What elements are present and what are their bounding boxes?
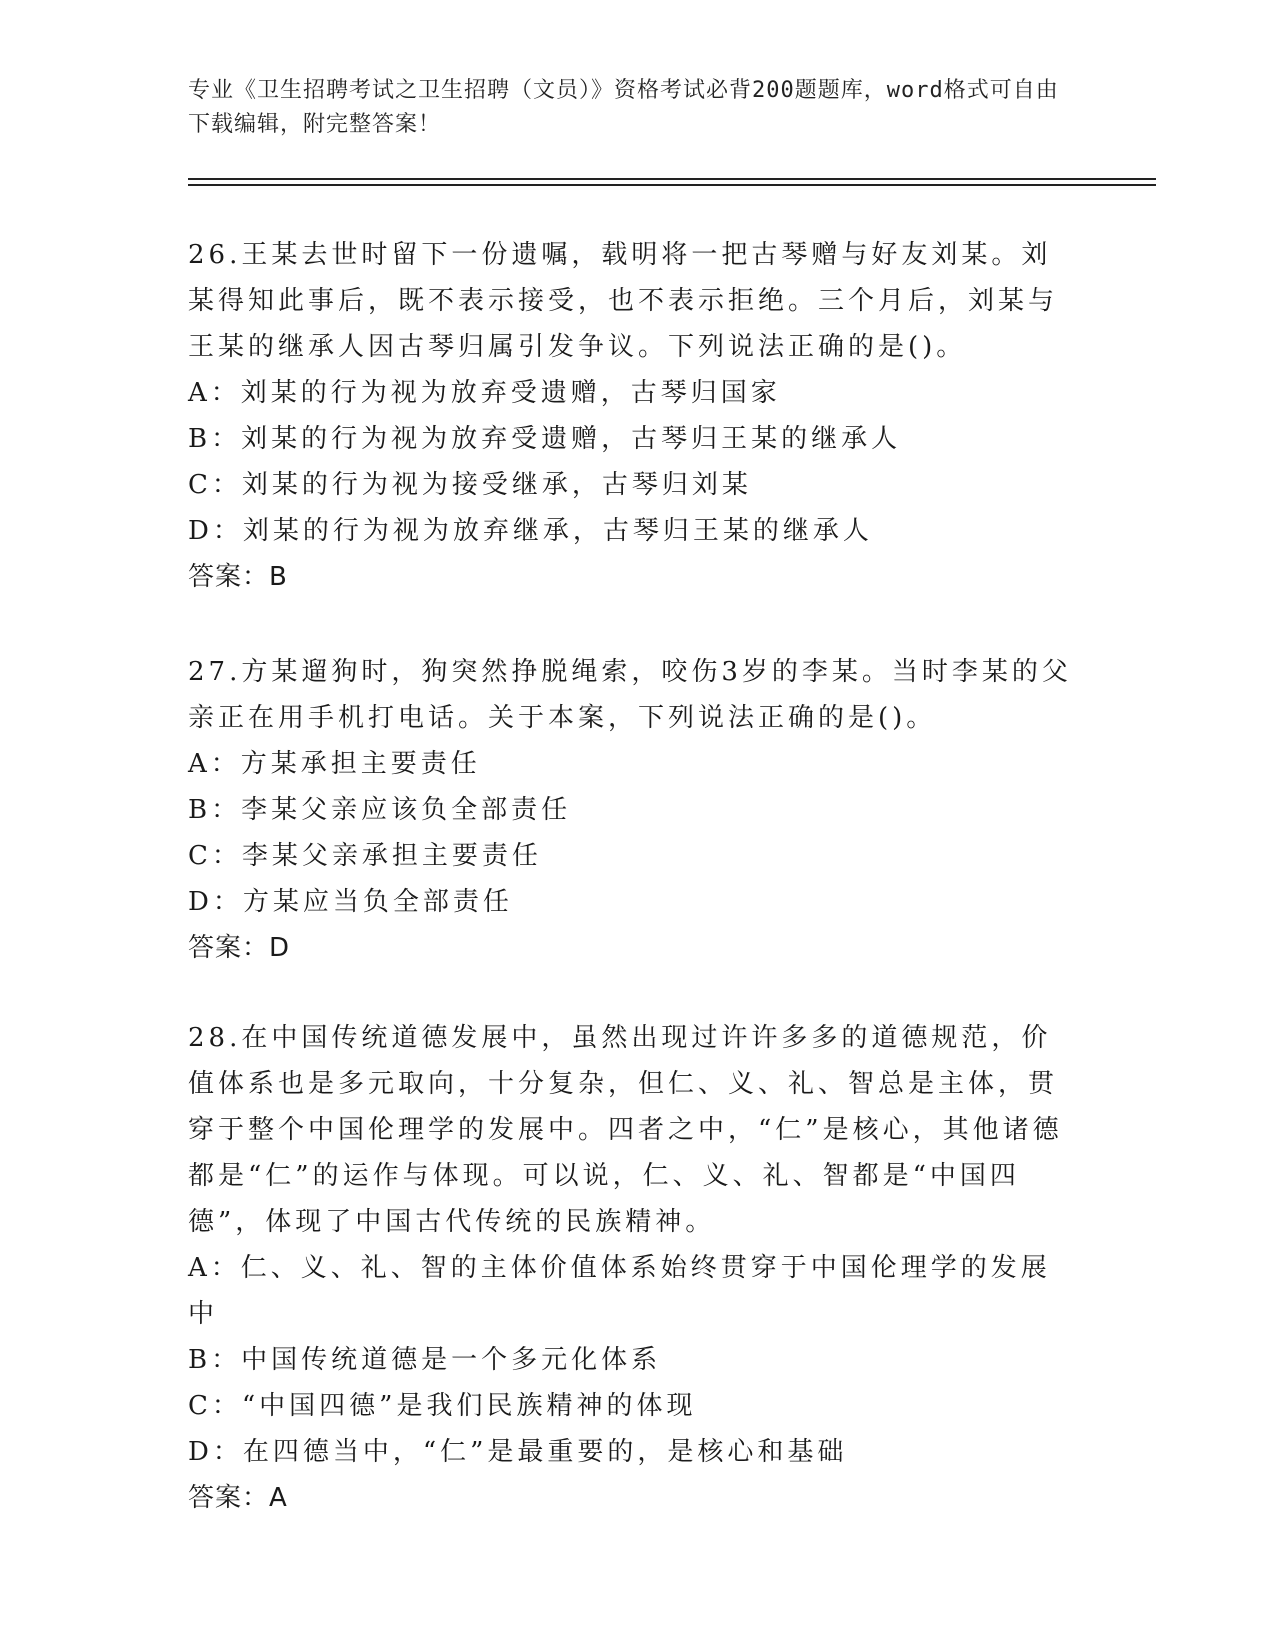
option-d: D：刘某的行为视为放弃继承，古琴归王某的继承人 [188,516,873,546]
option-d: D：方某应当负全部责任 [188,887,513,917]
option-c: C：“中国四德”是我们民族精神的体现 [188,1391,697,1421]
question-stem: 28.在中国传统道德发展中，虽然出现过许许多多的道德规范，价值体系也是多元取向，十分复杂，但仁、义、礼、智总是主体，贯穿于整个中国伦理学的发展中。四者之中，“仁”是核心，其他诸德都是“仁”的运作与体现。可以说，仁、义、礼、智都是“中国四德”，体现了中国古代传统的民族精神。 [188,1023,1063,1237]
option-a: A：方某承担主要责任 [188,749,481,779]
answer: 答案：A [188,1483,288,1513]
question-stem: 26.王某去世时留下一份遗嘱，载明将一把古琴赠与好友刘某。刘某得知此事后，既不表示接受，也不表示拒绝。三个月后，刘某与王某的继承人因古琴归属引发争议。下列说法正确的是()。 [188,240,1059,362]
option-c: C：刘某的行为视为接受继承，古琴归刘某 [188,470,752,500]
option-b: B：中国传统道德是一个多元化体系 [188,1345,662,1375]
option-b: B：刘某的行为视为放弃受遗赠，古琴归王某的继承人 [188,424,902,454]
option-b: B：李某父亲应该负全部责任 [188,795,572,825]
option-d: D：在四德当中，“仁”是最重要的，是核心和基础 [188,1437,848,1467]
question-27 [188,649,1078,971]
option-a: A：仁、义、礼、智的主体价值体系始终贯穿于中国伦理学的发展中 [188,1253,1051,1329]
option-c: C：李某父亲承担主要责任 [188,841,542,871]
header-rule-top [188,178,1156,180]
question-28 [188,1015,1078,1521]
question-stem: 27.方某遛狗时，狗突然挣脱绳索，咬伤3岁的李某。当时李某的父亲正在用手机打电话。关于本案，下列说法正确的是()。 [188,657,1072,733]
option-a: A：刘某的行为视为放弃受遗赠，古琴归国家 [188,378,781,408]
answer: 答案：B [188,562,288,592]
header-rule-bottom [188,184,1156,186]
question-26 [188,232,1078,600]
document-header: 专业《卫生招聘考试之卫生招聘（文员）》资格考试必背200题题库，word格式可自由下载编辑，附完整答案！ [188,78,1059,137]
answer: 答案：D [188,933,291,963]
